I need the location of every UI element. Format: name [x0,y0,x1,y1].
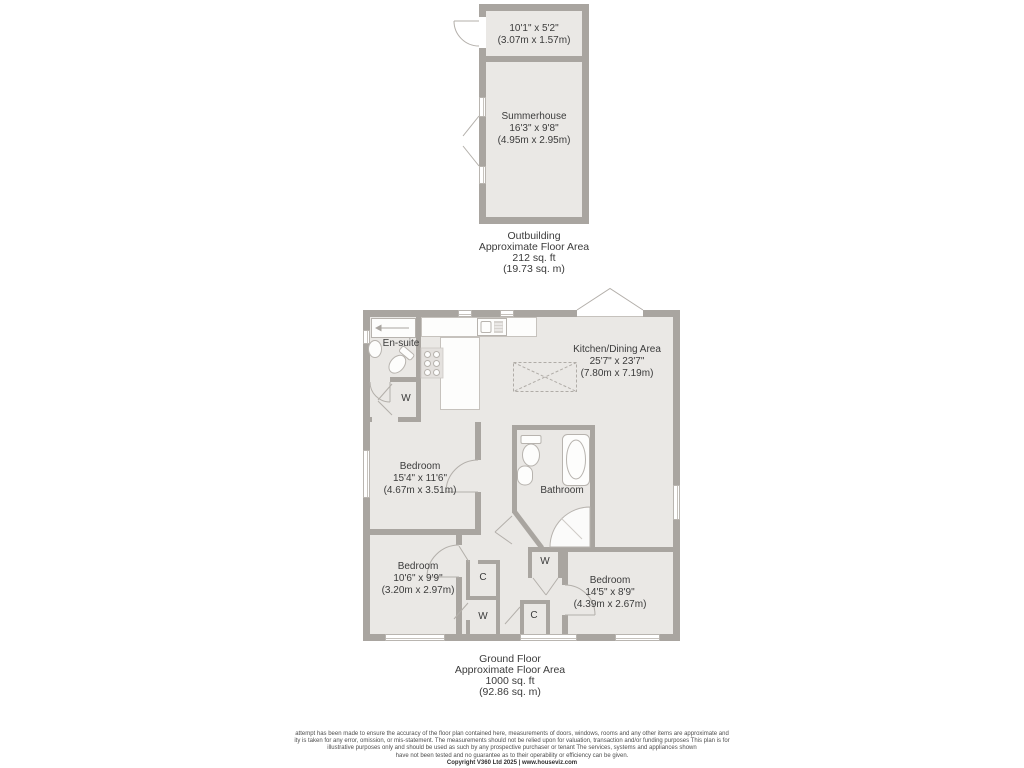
bathroom-door-leaf [495,532,512,544]
room-name: Bedroom [399,461,441,472]
room-label-bathroom [540,485,583,497]
caption-area-ft: 212 sq. ft [512,252,556,264]
door-arc [370,382,390,402]
closet-label-w-mid [540,556,549,568]
french-doors-icon [577,289,643,311]
room-dims-m: (3.07m x 1.57m) [497,35,571,46]
ground-floor-plan [363,285,680,647]
bathroom-toilet-icon [521,436,541,467]
room-label-bedroom1 [384,461,457,497]
room-dims-ft: 16'3" x 9'8" [509,123,559,134]
room-dims-ft: 10'6" x 9'9" [393,573,443,584]
room-dims-ft: 14'5" x 8'9" [585,587,635,598]
closet-label-c-hall [479,572,486,584]
french-door-leaf [463,116,479,136]
room-name: Kitchen/Dining Area [573,344,661,355]
caption-subtitle: Approximate Floor Area [478,241,590,253]
copyright-line: Copyright V360 Ltd 2025 | www.houseviz.com [446,759,578,766]
closet-letter: W [401,393,411,404]
room-dims-m: (3.20m x 2.97m) [381,585,455,596]
ensuite-sink-icon [369,341,382,358]
closet-letter: C [530,610,538,621]
closet-letter: W [540,556,550,567]
ground-floor-caption [455,654,565,698]
disclaimer-line: illustrative purposes only and should be used as such by any prospective purchaser or tenant The services, systems and appliances shown [327,745,697,752]
room-label-summerhouse [498,111,571,147]
room-dims-m: (4.39m x 2.67m) [573,599,647,610]
closet-label-c-mid [530,610,537,622]
room-name: Bedroom [397,561,439,572]
outbuilding-plan [479,4,589,224]
room-dims-m: (7.80m x 7.19m) [580,368,654,379]
door-arc [454,21,479,46]
room-label-bedroom3 [574,575,647,611]
room-name: En-suite [382,338,420,349]
closet-door-leaf [505,607,520,624]
room-name: Summerhouse [501,111,567,122]
room-dims-ft: 25'7" x 23'7" [589,356,645,367]
closet-door-leaf [533,578,546,595]
room-name: Bedroom [589,575,631,586]
closet-door-leaf [459,546,469,562]
bathroom-sink-icon [518,466,533,485]
room-label-kitchen [573,344,661,380]
closet-door-leaf [546,578,558,595]
closet-label-w-master [401,393,410,405]
ensuite-toilet-icon [385,346,414,377]
rooflight-icon [514,363,577,392]
french-door-leaf [463,146,479,166]
caption-subtitle: Approximate Floor Area [454,664,566,676]
bathroom-door-leaf [495,516,512,532]
hob-icon [421,348,443,378]
room-dims-m: (4.95m x 2.95m) [497,135,571,146]
room-label-outbuilding-top [498,23,571,47]
caption-area-ft: 1000 sq. ft [485,675,535,687]
corner-shower-icon [550,507,590,547]
wardrobe-door-leaf [378,401,392,415]
room-dims-m: (4.67m x 3.51m) [383,485,457,496]
room-label-bedroom2 [382,561,455,597]
kitchen-sink-icon [478,319,507,336]
caption-area-m: (19.73 sq. m) [503,263,565,275]
room-dims-ft: 15'4" x 11'6" [392,473,448,484]
disclaimer [102,731,922,767]
disclaimer-line: have not been tested and no guarantee as to their operability or efficiency can be given. [395,752,629,759]
room-label-ensuite [383,338,420,350]
closet-letter: W [478,611,488,622]
closet-letter: C [479,572,487,583]
outbuilding-caption [479,231,589,275]
room-name: Bathroom [540,485,584,496]
ensuite-shower-icon [372,319,416,338]
caption-title: Outbuilding [507,230,561,242]
angled-wall [514,511,542,548]
caption-title: Ground Floor [479,653,541,665]
bathtub-icon [563,435,590,486]
closet-label-w-hall [478,611,487,623]
disclaimer-line: attempt has been made to ensure the accuracy of the floor plan contained here, measurements of doors, windows, rooms and any other items are approximate and [295,731,729,737]
disclaimer-line: ity is taken for any error, omission, or mis-statement. The measurements should not be relied upon for valuation, transaction and/or funding purposes This plan is for [294,738,730,745]
room-dims-ft: 10'1" x 5'2" [509,23,559,34]
caption-area-m: (92.86 sq. m) [479,686,541,698]
closet-door-leaf [454,603,468,619]
